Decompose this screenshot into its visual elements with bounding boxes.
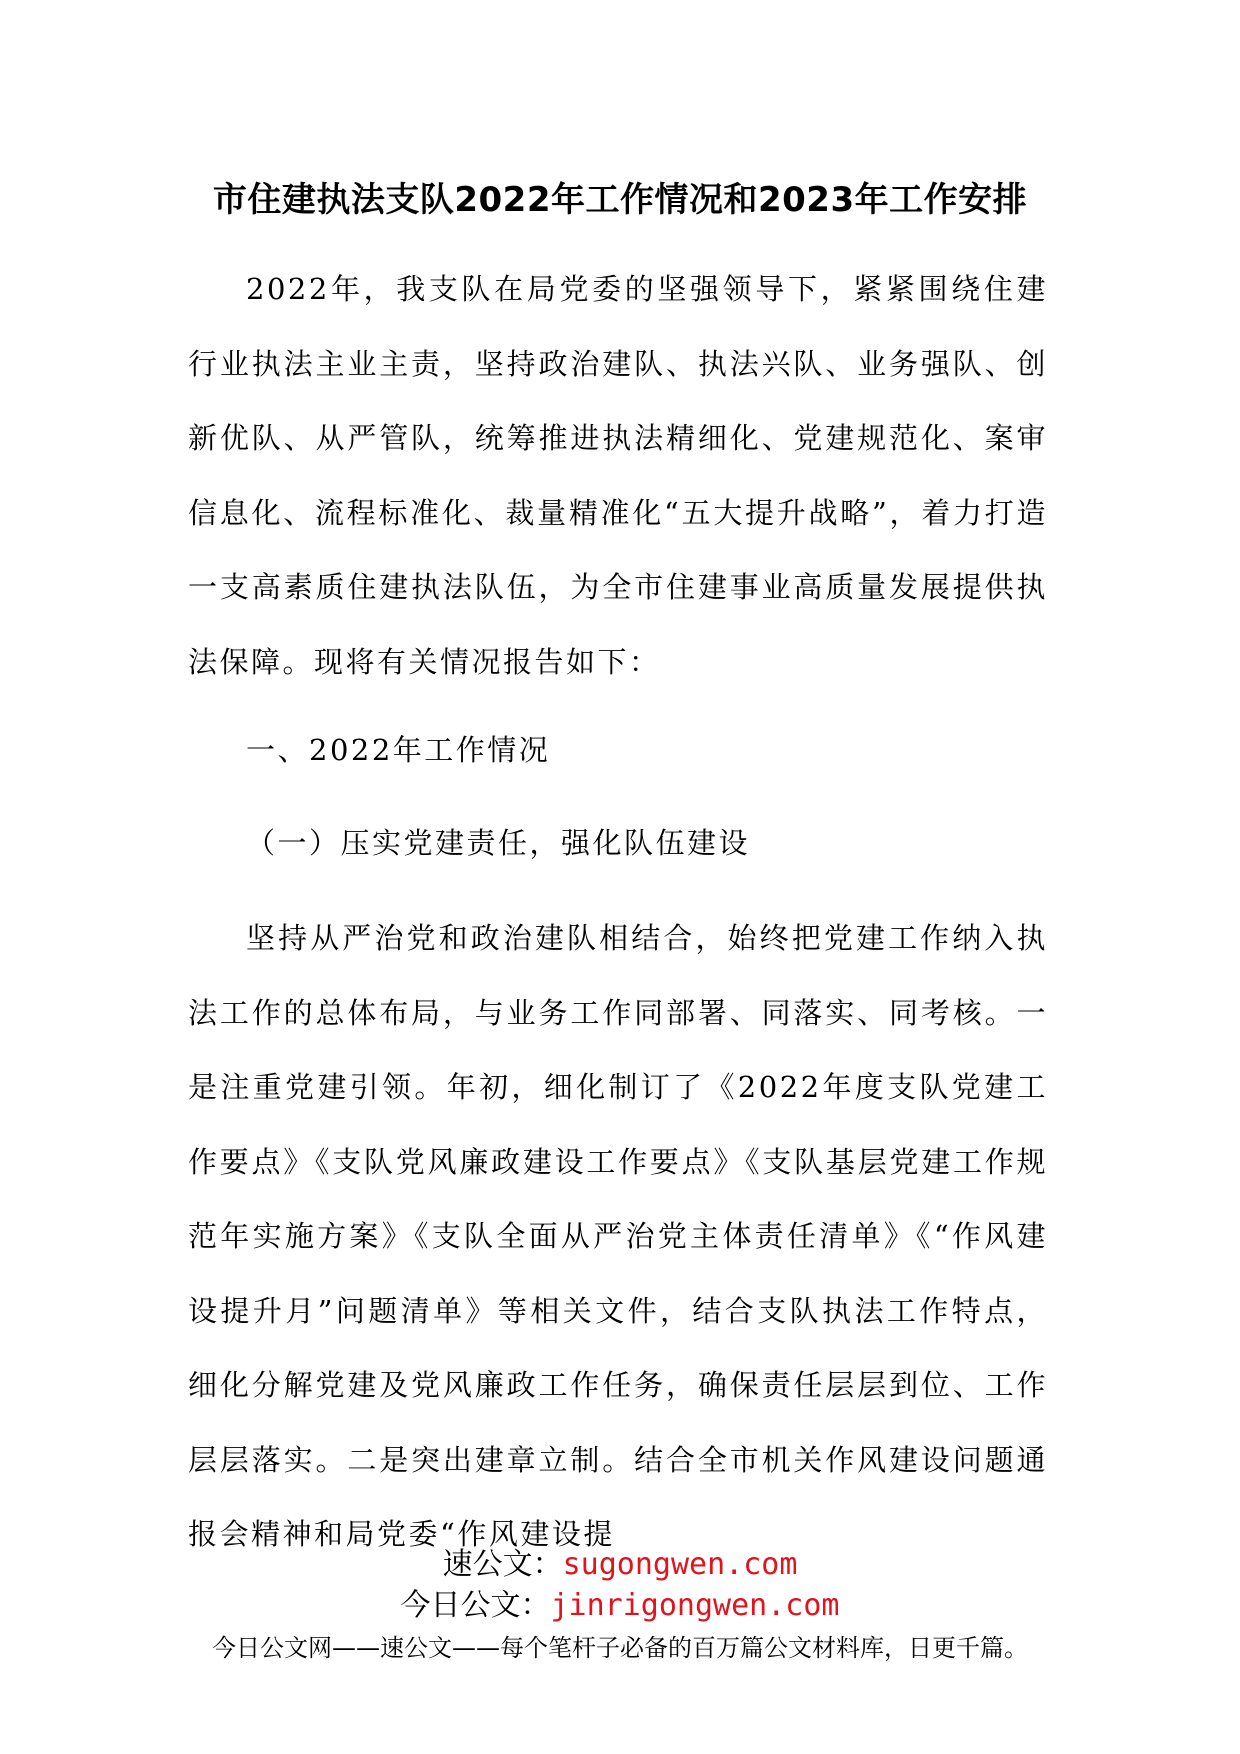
footer-sugongwen xyxy=(0,1545,1240,1585)
subsection-heading: （一）压实党建责任，强化队伍建设 xyxy=(246,826,751,860)
footer-sugongwen-label: 速公文： xyxy=(442,1547,563,1582)
section-heading: 一、2022年工作情况 xyxy=(246,733,551,767)
footer-jinrigongwen-link[interactable]: jinrigongwen.com xyxy=(550,1588,840,1623)
footer-jinrigongwen-label: 今日公文： xyxy=(400,1588,551,1623)
footer-tagline: 今日公文网——速公文——每个笔杆子必备的百万篇公文材料库，日更千篇。 xyxy=(212,1634,1028,1662)
body-paragraph: 坚持从严治党和政治建队相结合，始终把党建工作纳入执法工作的总体布局，与业务工作同部署、同落实、同考核。一是注重党建引领。年初，细化制订了《2022年度支队党建工作要点》《支队党风廉政建设工作要点》《支队基层党建工作规范年实施方案》《支队全面从严治党主体责任清单》《“作风建设提升月”问题清单》等相关文件，结合支队执法工作特点，细化分解党建及党风廉政工作任务，确保责任层层到位、工作层层落实。二是突出建章立制。结合全市机关作风建设问题通报会精神和局党委“作风建设提 xyxy=(188,921,1048,1551)
intro-paragraph: 2022年，我支队在局党委的坚强领导下，紧紧围绕住建行业执法主业主责，坚持政治建队、执法兴队、业务强队、创新优队、从严管队，统筹推进执法精细化、党建规范化、案审信息化、流程标准化、裁量精准化“五大提升战略”，着力打造一支高素质住建执法队伍，为全市住建事业高质量发展提供执法保障。现将有关情况报告如下： xyxy=(188,272,1048,679)
footer-sugongwen-link[interactable]: sugongwen.com xyxy=(562,1547,798,1582)
document-title: 市住建执法支队2022年工作情况和2023年工作安排 xyxy=(212,180,1028,220)
footer-jinrigongwen xyxy=(0,1586,1240,1626)
